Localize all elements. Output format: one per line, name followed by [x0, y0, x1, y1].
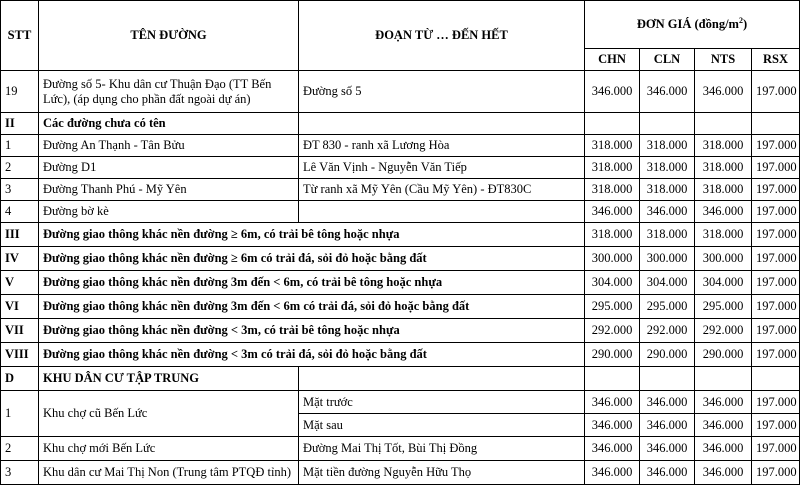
cell-ten: Đường giao thông khác nền đường 3m đến < 6m, có trải bê tông hoặc nhựa: [39, 271, 585, 295]
cell-nts: 346.000: [695, 201, 752, 223]
cell-nts: 318.000: [695, 135, 752, 157]
cell-stt: 3: [1, 179, 39, 201]
cell-cln: 318.000: [640, 135, 695, 157]
header-don-gia-sup: 2: [738, 15, 743, 25]
cell-nts: 346.000: [695, 461, 752, 485]
section-row: [1, 319, 800, 343]
header-nts: NTS: [695, 49, 752, 71]
cell-doan: Mặt tiền đường Nguyễn Hữu Thọ: [299, 461, 585, 485]
table-row: [1, 71, 800, 113]
table-row: [1, 437, 800, 461]
cell-doan: ĐT 830 - ranh xã Lương Hòa: [299, 135, 585, 157]
cell-ten: Khu chợ cũ Bến Lức: [39, 391, 299, 437]
cell-nts: 304.000: [695, 271, 752, 295]
cell-stt: IV: [1, 247, 39, 271]
cell-rsx: 197.000: [752, 271, 800, 295]
cell-rsx: 197.000: [752, 319, 800, 343]
cell-chn: 318.000: [585, 179, 640, 201]
cell-rsx: 197.000: [752, 461, 800, 485]
cell-stt: III: [1, 223, 39, 247]
table-row: [1, 157, 800, 179]
cell-ten: Đường giao thông khác nền đường < 3m, có trải bê tông hoặc nhựa: [39, 319, 585, 343]
cell-cln: 290.000: [640, 343, 695, 367]
section-row: [1, 113, 800, 135]
cell-nts: 290.000: [695, 343, 752, 367]
cell-rsx: 197.000: [752, 135, 800, 157]
cell-doan: Từ ranh xã Mỹ Yên (Cầu Mỹ Yên) - ĐT830C: [299, 179, 585, 201]
cell-stt: 1: [1, 135, 39, 157]
cell-stt: D: [1, 367, 39, 391]
cell-ten: Đường số 5- Khu dân cư Thuận Đạo (TT Bến Lức), (áp dụng cho phần đất ngoài dự án): [39, 71, 299, 113]
section-row: [1, 295, 800, 319]
cell-stt: 2: [1, 157, 39, 179]
cell-ten: Đường D1: [39, 157, 299, 179]
header-doan-tu: ĐOẠN TỪ … ĐẾN HẾT: [299, 1, 585, 71]
table-row: [1, 461, 800, 485]
cell-nts: 300.000: [695, 247, 752, 271]
cell-chn: 318.000: [585, 135, 640, 157]
header-ten-duong: TÊN ĐƯỜNG: [39, 1, 299, 71]
cell-rsx: 197.000: [752, 157, 800, 179]
cell-nts: 318.000: [695, 179, 752, 201]
cell-doan: Lê Văn Vịnh - Nguyễn Văn Tiếp: [299, 157, 585, 179]
cell-rsx: 197.000: [752, 414, 800, 437]
cell-cln: 295.000: [640, 295, 695, 319]
header-chn: CHN: [585, 49, 640, 71]
cell-nts: 346.000: [695, 414, 752, 437]
cell-ten: Đường giao thông khác nền đường 3m đến < 6m có trải đá, sỏi đỏ hoặc bằng đất: [39, 295, 585, 319]
cell-nts: 346.000: [695, 437, 752, 461]
cell-stt: 3: [1, 461, 39, 485]
cell-ten: Khu dân cư Mai Thị Non (Trung tâm PTQĐ tỉnh): [39, 461, 299, 485]
cell-nts: 295.000: [695, 295, 752, 319]
cell-cln: 318.000: [640, 157, 695, 179]
header-don-gia-text: ĐƠN GIÁ (đồng/m: [636, 17, 739, 31]
cell-ten: Đường giao thông khác nền đường ≥ 6m, có trải bê tông hoặc nhựa: [39, 223, 585, 247]
header-rsx: RSX: [752, 49, 800, 71]
header-stt: STT: [1, 1, 39, 71]
cell-ten: Đường giao thông khác nền đường ≥ 6m có trải đá, sỏi đỏ hoặc bằng đất: [39, 247, 585, 271]
cell-ten: KHU DÂN CƯ TẬP TRUNG: [39, 367, 299, 391]
cell-doan: Đường Mai Thị Tốt, Bùi Thị Đồng: [299, 437, 585, 461]
cell-chn: 346.000: [585, 414, 640, 437]
cell-rsx: 197.000: [752, 71, 800, 113]
cell-cln: 346.000: [640, 201, 695, 223]
cell-stt: 1: [1, 391, 39, 437]
section-row: [1, 247, 800, 271]
cell-stt: VIII: [1, 343, 39, 367]
cell-stt: V: [1, 271, 39, 295]
cell-chn: 346.000: [585, 201, 640, 223]
cell-ten: Các đường chưa có tên: [39, 113, 299, 135]
cell-cln: 318.000: [640, 179, 695, 201]
cell-ten: Khu chợ mới Bến Lức: [39, 437, 299, 461]
cell-doan: Đường số 5: [299, 71, 585, 113]
section-row: [1, 367, 800, 391]
cell-rsx: 197.000: [752, 343, 800, 367]
cell-chn: 346.000: [585, 71, 640, 113]
cell-chn: 304.000: [585, 271, 640, 295]
cell-rsx: 197.000: [752, 295, 800, 319]
cell-nts: 318.000: [695, 157, 752, 179]
cell-nts: 346.000: [695, 391, 752, 414]
header-don-gia: [585, 1, 800, 49]
cell-chn: 318.000: [585, 223, 640, 247]
cell-nts: 346.000: [695, 71, 752, 113]
cell-cln: 304.000: [640, 271, 695, 295]
cell-ten: Đường An Thạnh - Tân Bửu: [39, 135, 299, 157]
cell-cln: 346.000: [640, 461, 695, 485]
cell-cln: 346.000: [640, 437, 695, 461]
cell-stt: 2: [1, 437, 39, 461]
cell-nts: 292.000: [695, 319, 752, 343]
cell-stt: 19: [1, 71, 39, 113]
section-row: [1, 343, 800, 367]
cell-stt: VI: [1, 295, 39, 319]
cell-chn: 318.000: [585, 157, 640, 179]
cell-chn: 346.000: [585, 437, 640, 461]
cell-chn: 295.000: [585, 295, 640, 319]
header-cln: CLN: [640, 49, 695, 71]
cell-chn: 300.000: [585, 247, 640, 271]
cell-rsx: 197.000: [752, 437, 800, 461]
table-row: [1, 391, 800, 414]
cell-doan: Mặt sau: [299, 414, 585, 437]
cell-stt: VII: [1, 319, 39, 343]
table-row: [1, 135, 800, 157]
cell-doan: [299, 201, 585, 223]
cell-chn: 346.000: [585, 391, 640, 414]
cell-rsx: 197.000: [752, 201, 800, 223]
cell-cln: 318.000: [640, 223, 695, 247]
header-don-gia-close: ): [742, 17, 748, 31]
cell-chn: 292.000: [585, 319, 640, 343]
cell-nts: 318.000: [695, 223, 752, 247]
table-row: [1, 201, 800, 223]
cell-rsx: 197.000: [752, 179, 800, 201]
cell-rsx: 197.000: [752, 247, 800, 271]
table-row: [1, 179, 800, 201]
cell-stt: 4: [1, 201, 39, 223]
cell-stt: II: [1, 113, 39, 135]
cell-chn: 346.000: [585, 461, 640, 485]
section-row: [1, 223, 800, 247]
cell-cln: 346.000: [640, 414, 695, 437]
cell-ten: Đường Thanh Phú - Mỹ Yên: [39, 179, 299, 201]
cell-cln: 300.000: [640, 247, 695, 271]
cell-cln: 346.000: [640, 71, 695, 113]
cell-ten: Đường bờ kè: [39, 201, 299, 223]
section-row: [1, 271, 800, 295]
cell-rsx: 197.000: [752, 223, 800, 247]
cell-cln: 292.000: [640, 319, 695, 343]
cell-cln: 346.000: [640, 391, 695, 414]
cell-rsx: 197.000: [752, 391, 800, 414]
cell-ten: Đường giao thông khác nền đường < 3m có trải đá, sỏi đỏ hoặc bằng đất: [39, 343, 585, 367]
cell-chn: 290.000: [585, 343, 640, 367]
cell-doan: Mặt trước: [299, 391, 585, 414]
